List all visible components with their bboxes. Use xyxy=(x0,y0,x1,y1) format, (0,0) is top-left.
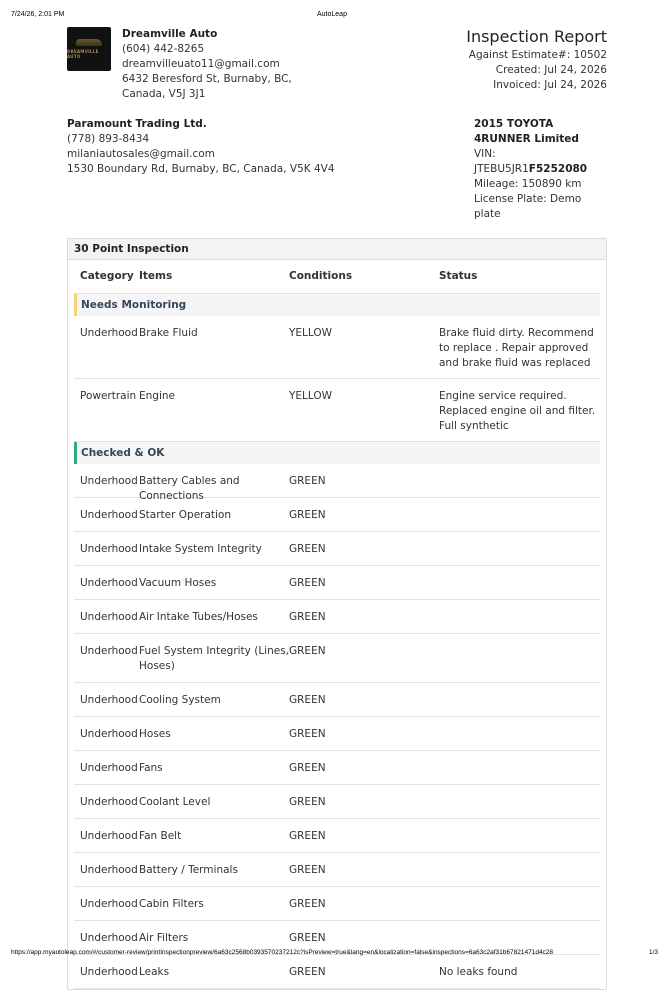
row-category: Underhood xyxy=(80,796,138,808)
row-item: Battery / Terminals xyxy=(139,864,238,876)
table-row xyxy=(74,853,600,887)
row-condition: GREEN xyxy=(289,509,326,521)
vehicle-mileage: Mileage: 150890 km xyxy=(474,178,582,190)
row-item: Coolant Level xyxy=(139,796,211,808)
row-condition: YELLOW xyxy=(289,390,333,402)
row-category: Underhood xyxy=(80,327,138,339)
row-item: Brake Fluid xyxy=(139,327,198,339)
row-category: Underhood xyxy=(80,898,138,910)
customer-address: 1530 Boundary Rd, Burnaby, BC, Canada, V5K 4V4 xyxy=(67,163,335,175)
row-condition: YELLOW xyxy=(289,327,333,339)
row-category: Underhood xyxy=(80,694,138,706)
row-condition: GREEN xyxy=(289,830,326,842)
row-item: Fan Belt xyxy=(139,830,182,842)
row-item: Leaks xyxy=(139,966,170,978)
table-row xyxy=(74,566,600,600)
print-datetime: 7/24/26, 2:01 PM xyxy=(11,11,65,18)
row-category: Underhood xyxy=(80,577,138,589)
report-content xyxy=(67,27,607,990)
row-condition: GREEN xyxy=(289,694,326,706)
created-date: Created: Jul 24, 2026 xyxy=(495,64,607,76)
row-item: Vacuum Hoses xyxy=(139,577,217,589)
row-condition: GREEN xyxy=(289,645,326,657)
row-item: Cabin Filters xyxy=(139,898,204,910)
table-row xyxy=(74,600,600,634)
inspection-title: 30 Point Inspection xyxy=(68,239,606,260)
vin-bold: F5252080 xyxy=(528,163,588,175)
table-row xyxy=(74,717,600,751)
row-category: Underhood xyxy=(80,728,138,740)
checked-ok-rows xyxy=(74,464,600,989)
table-row xyxy=(74,683,600,717)
row-item: Cooling System xyxy=(139,694,221,706)
table-row xyxy=(74,785,600,819)
customer-name: Paramount Trading Ltd. xyxy=(67,118,207,130)
page-number: 1/3 xyxy=(648,949,658,956)
row-condition: GREEN xyxy=(289,475,326,487)
print-header xyxy=(0,0,664,30)
table-row xyxy=(74,887,600,921)
needs-monitoring-rows xyxy=(74,316,600,442)
row-category: Underhood xyxy=(80,932,138,944)
row-condition: GREEN xyxy=(289,762,326,774)
row-item: Intake System Integrity xyxy=(139,543,262,555)
logo-text: DREAMVILLE AUTO xyxy=(67,49,99,59)
row-condition: GREEN xyxy=(289,543,326,555)
row-item: Air Intake Tubes/Hoses xyxy=(139,611,258,623)
estimate-number: Against Estimate#: 10502 xyxy=(468,49,607,61)
row-item: Engine xyxy=(139,390,175,402)
customer-phone: (778) 893-8434 xyxy=(67,133,150,145)
row-condition: GREEN xyxy=(289,932,326,944)
vehicle-vin xyxy=(474,147,607,177)
col-items: Items xyxy=(139,270,173,282)
row-status: Brake fluid dirty. Recommend to replace . Repair approved and brake fluid was replaced xyxy=(439,327,594,369)
table-row xyxy=(74,532,600,566)
vehicle-name: 2015 TOYOTA 4RUNNER Limited xyxy=(474,118,579,145)
shop-name: Dreamville Auto xyxy=(122,28,218,40)
print-url: https://app.myautoleap.com/#/customer-review/printInspectionpreview/6a63c2568b0393570237212c?isPreview=true&lang=en&localization=false&inspections=6a63c2af31b67821471d4c28 xyxy=(11,949,554,956)
row-condition: GREEN xyxy=(289,966,326,978)
shop-block xyxy=(67,27,292,102)
row-item: Fans xyxy=(139,762,163,774)
col-status: Status xyxy=(439,270,478,282)
vehicle-plate: License Plate: Demo plate xyxy=(474,193,582,220)
row-condition: GREEN xyxy=(289,796,326,808)
row-condition: GREEN xyxy=(289,728,326,740)
shop-address-line1: 6432 Beresford St, Burnaby, BC, xyxy=(122,73,292,85)
row-category: Underhood xyxy=(80,762,138,774)
row-item: Starter Operation xyxy=(139,509,232,521)
table-row xyxy=(74,316,600,379)
row-item: Battery Cables and Connections xyxy=(139,475,240,502)
row-category: Underhood xyxy=(80,543,138,555)
vin-label: VIN: JTEBU5JR1 xyxy=(474,148,529,175)
shop-address-line2: Canada, V5J 3J1 xyxy=(122,88,206,100)
shop-phone: (604) 442-8265 xyxy=(122,43,205,55)
row-item: Hoses xyxy=(139,728,171,740)
row-condition: GREEN xyxy=(289,864,326,876)
vehicle-block xyxy=(474,117,607,222)
inspection-panel xyxy=(67,238,607,990)
print-footer xyxy=(0,946,664,960)
table-row xyxy=(74,634,600,683)
row-status: No leaks found xyxy=(439,966,518,978)
car-icon xyxy=(76,39,102,46)
row-category: Underhood xyxy=(80,864,138,876)
report-title: Inspection Report xyxy=(466,27,607,46)
shop-email: dreamvilleuato11@gmail.com xyxy=(122,58,280,70)
row-category: Underhood xyxy=(80,645,138,657)
row-status: Engine service required. Replaced engine oil and filter. Full synthetic xyxy=(439,390,596,432)
shop-logo xyxy=(67,27,111,71)
section-checked-ok: Checked & OK xyxy=(74,442,600,464)
col-category: Category xyxy=(80,270,134,282)
report-info xyxy=(407,27,607,102)
col-conditions: Conditions xyxy=(289,270,353,282)
row-condition: GREEN xyxy=(289,898,326,910)
print-app-title: AutoLeap xyxy=(317,11,347,18)
row-category: Powertrain xyxy=(80,390,137,402)
table-row xyxy=(74,464,600,502)
table-row xyxy=(74,751,600,785)
row-condition: GREEN xyxy=(289,611,326,623)
table-row xyxy=(74,819,600,853)
row-item: Air Filters xyxy=(139,932,189,944)
table-row xyxy=(74,379,600,442)
invoiced-date: Invoiced: Jul 24, 2026 xyxy=(493,79,607,91)
row-category: Underhood xyxy=(80,611,138,623)
section-needs-monitoring: Needs Monitoring xyxy=(74,294,600,316)
row-category: Underhood xyxy=(80,509,138,521)
row-category: Underhood xyxy=(80,966,138,978)
customer-email: milaniautosales@gmail.com xyxy=(67,148,215,160)
row-condition: GREEN xyxy=(289,577,326,589)
customer-block xyxy=(67,117,335,222)
table-header xyxy=(74,260,600,294)
table-row xyxy=(74,955,600,989)
row-category: Underhood xyxy=(80,475,138,487)
row-item: Fuel System Integrity (Lines, Hoses) xyxy=(139,645,290,672)
row-category: Underhood xyxy=(80,830,138,842)
